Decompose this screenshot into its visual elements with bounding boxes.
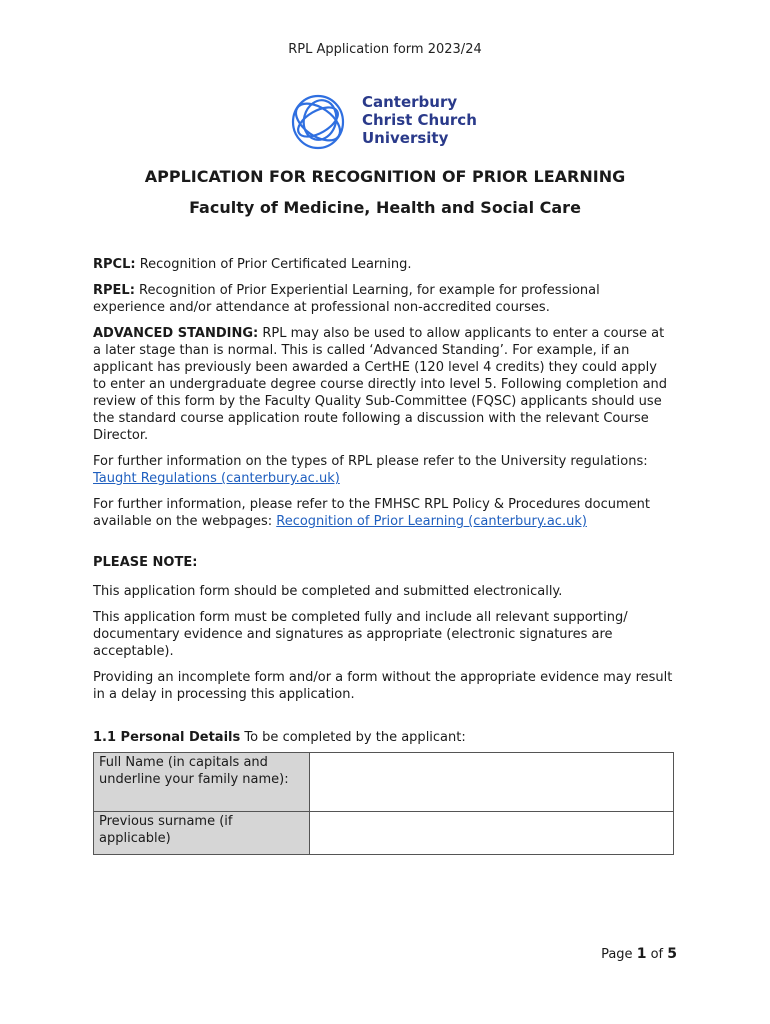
of-word: of — [650, 947, 664, 962]
logo-emblem-icon — [288, 90, 358, 154]
rpcl-definition — [93, 256, 673, 273]
advanced-standing-term: ADVANCED STANDING: — [93, 326, 259, 341]
page-header: RPL Application form 2023/24 — [288, 42, 482, 57]
logo-line: University — [362, 129, 449, 147]
logo-line: Christ Church — [362, 111, 477, 129]
info-regulations — [93, 453, 673, 487]
university-logo — [288, 90, 488, 154]
info-regulations-text: For further information on the types of RPL please refer to the University regulations: — [93, 454, 648, 469]
table-row — [94, 753, 674, 812]
page-title: APPLICATION FOR RECOGNITION OF PRIOR LEARNING — [144, 167, 626, 186]
rpcl-text: Recognition of Prior Certificated Learning. — [135, 257, 412, 272]
rpel-term: RPEL: — [93, 283, 135, 298]
current-page: 1 — [636, 946, 647, 962]
section-number-title: 1.1 Personal Details — [93, 730, 241, 745]
rpl-webpage-link[interactable]: Recognition of Prior Learning (canterbury.ac.uk) — [276, 514, 587, 529]
note-paragraph: This application form must be completed fully and include all relevant supporting/ documentary evidence and signatures as appropriate (electronic signatures are acceptable). — [93, 610, 628, 659]
note-paragraph: This application form should be completed and submitted electronically. — [93, 584, 563, 599]
rpcl-term: RPCL: — [93, 257, 136, 272]
previous-surname-field[interactable] — [310, 812, 674, 855]
rpel-text: Recognition of Prior Experiential Learning, for example for professional experience and/or attendance at professional non-accredited courses. — [93, 283, 600, 315]
advanced-standing-definition — [93, 325, 673, 444]
page-subtitle: Faculty of Medicine, Health and Social Care — [189, 198, 581, 217]
previous-surname-label: Previous surname (if applicable) — [94, 812, 310, 855]
page-word: Page — [601, 947, 633, 962]
page-number — [601, 946, 677, 962]
full-name-label: Full Name (in capitals and underline your family name): — [94, 753, 310, 812]
info-policy — [93, 496, 673, 530]
rpel-definition — [93, 282, 673, 316]
note-paragraph: Providing an incomplete form and/or a form without the appropriate evidence may result in a delay in processing this application. — [93, 670, 673, 702]
document-body — [93, 256, 673, 855]
personal-details-table — [93, 752, 674, 855]
section-instruction: To be completed by the applicant: — [240, 730, 466, 745]
advanced-standing-text: RPL may also be used to allow applicants to enter a course at a later stage than is normal. This is called ‘Advanced Standing’. For example, if an applicant has previously been awarded a CertHE (120 level 4 credits) they could apply to enter an undergraduate degree course directly into level 5. Following completion and review of this form by the Faculty Quality Sub-Committee (FQSC) applicants should use the standard course application route following a discussion with the relevant Course Director. — [93, 326, 668, 443]
taught-regulations-link[interactable]: Taught Regulations (canterbury.ac.uk) — [93, 471, 340, 486]
full-name-field[interactable] — [310, 753, 674, 812]
table-row — [94, 812, 674, 855]
info-policy-text: For further information, please refer to the FMHSC RPL Policy & Procedures document available on the webpages: — [93, 497, 650, 529]
total-pages: 5 — [667, 946, 677, 962]
logo-wordmark — [362, 93, 477, 147]
logo-line: Canterbury — [362, 93, 458, 111]
please-note-heading: PLEASE NOTE: — [93, 555, 198, 570]
personal-details-heading — [93, 729, 673, 746]
